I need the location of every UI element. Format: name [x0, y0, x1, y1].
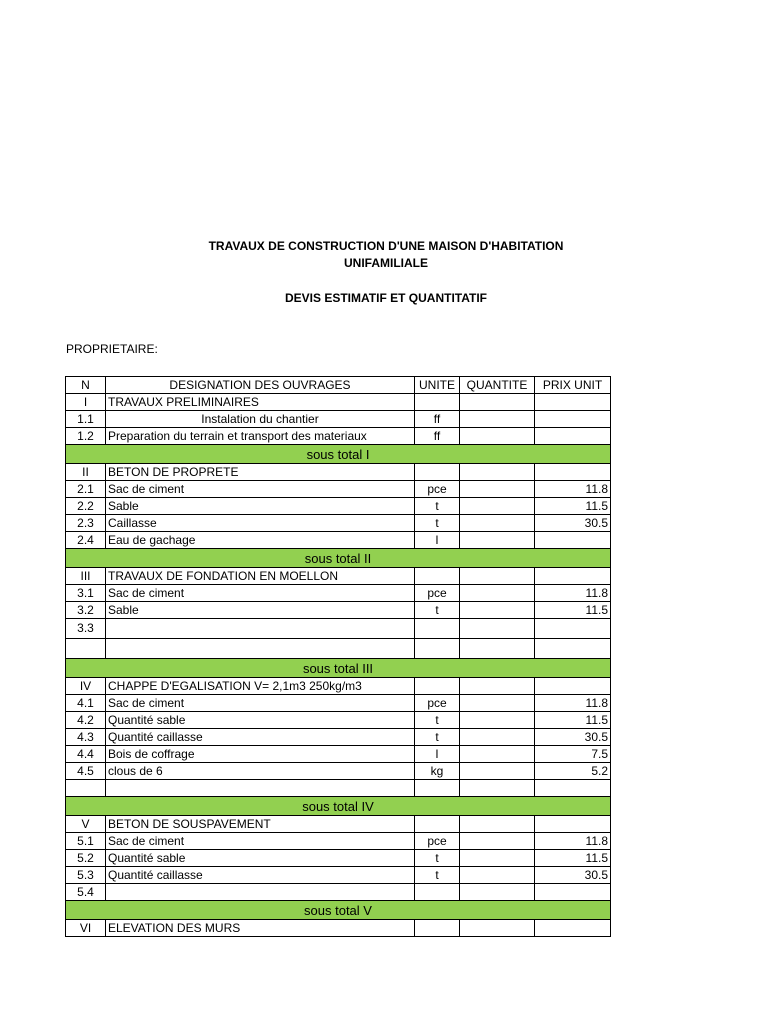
- cell-unite: pce: [415, 481, 460, 498]
- table-row: [66, 602, 611, 619]
- cell-prix-unit: 11.5: [535, 498, 611, 515]
- cell-n: 5.1: [66, 833, 106, 850]
- cell-prix-unit: 11.5: [535, 850, 611, 867]
- cell-unite: pce: [415, 585, 460, 602]
- cell-quantite: [460, 729, 535, 746]
- cell-n: 3.2: [66, 602, 106, 619]
- cell-designation: clous de 6: [106, 763, 415, 780]
- cell-unite: [415, 884, 460, 901]
- cell-designation: Quantité sable: [106, 850, 415, 867]
- cell-unite: [415, 678, 460, 695]
- table-row: [66, 695, 611, 712]
- cell-designation: Sable: [106, 602, 415, 619]
- cell-prix-unit: 7.5: [535, 746, 611, 763]
- cell-unite: [415, 920, 460, 937]
- table-row: [66, 515, 611, 532]
- cell-designation: Quantité sable: [106, 712, 415, 729]
- cell-n: III: [66, 568, 106, 585]
- cell-designation: Instalation du chantier: [106, 411, 415, 428]
- cell-n: [66, 639, 106, 659]
- cell-designation: [106, 639, 415, 659]
- cell-quantite: [460, 394, 535, 411]
- cell-unite: pce: [415, 833, 460, 850]
- subtotal-label: sous total IV: [66, 797, 611, 816]
- cell-designation: BETON DE PROPRETE: [106, 464, 415, 481]
- header-unite: UNITE: [415, 377, 460, 394]
- cell-n: 4.3: [66, 729, 106, 746]
- cell-n: 5.3: [66, 867, 106, 884]
- cell-n: 2.2: [66, 498, 106, 515]
- cell-unite: t: [415, 729, 460, 746]
- cell-quantite: [460, 515, 535, 532]
- cell-n: 4.5: [66, 763, 106, 780]
- cell-designation: TRAVAUX PRELIMINAIRES: [106, 394, 415, 411]
- cell-prix-unit: 11.8: [535, 481, 611, 498]
- cell-designation: Eau de gachage: [106, 532, 415, 549]
- cell-unite: [415, 780, 460, 797]
- cell-prix-unit: [535, 394, 611, 411]
- table-row: [66, 746, 611, 763]
- estimate-table-body: [66, 377, 611, 937]
- cell-unite: ff: [415, 411, 460, 428]
- table-row: [66, 884, 611, 901]
- subtotal-label: sous total II: [66, 549, 611, 568]
- table-row: [66, 763, 611, 780]
- cell-prix-unit: 11.8: [535, 585, 611, 602]
- cell-prix-unit: [535, 532, 611, 549]
- cell-prix-unit: 11.8: [535, 695, 611, 712]
- cell-n: 3.1: [66, 585, 106, 602]
- cell-n: VI: [66, 920, 106, 937]
- cell-unite: t: [415, 712, 460, 729]
- table-row: [66, 585, 611, 602]
- table-row: [66, 850, 611, 867]
- cell-n: 4.1: [66, 695, 106, 712]
- table-row: [66, 481, 611, 498]
- subtotal-label: sous total I: [66, 445, 611, 464]
- cell-unite: [415, 619, 460, 639]
- table-row: [66, 411, 611, 428]
- cell-prix-unit: [535, 920, 611, 937]
- cell-unite: t: [415, 498, 460, 515]
- cell-unite: [415, 394, 460, 411]
- table-row: [66, 464, 611, 481]
- cell-unite: kg: [415, 763, 460, 780]
- document-title: [150, 238, 622, 272]
- cell-prix-unit: [535, 619, 611, 639]
- owner-label: PROPRIETAIRE:: [66, 342, 158, 356]
- cell-n: V: [66, 816, 106, 833]
- header-prix-unit: PRIX UNIT: [535, 377, 611, 394]
- cell-designation: Quantité caillasse: [106, 867, 415, 884]
- cell-quantite: [460, 867, 535, 884]
- cell-prix-unit: [535, 568, 611, 585]
- cell-quantite: [460, 481, 535, 498]
- table-row: [66, 394, 611, 411]
- document-title-line2: UNIFAMILIALE: [344, 256, 428, 270]
- cell-designation: Caillasse: [106, 515, 415, 532]
- cell-prix-unit: 11.8: [535, 833, 611, 850]
- cell-designation: Preparation du terrain et transport des materiaux: [106, 428, 415, 445]
- table-row: [66, 568, 611, 585]
- cell-n: 5.2: [66, 850, 106, 867]
- cell-unite: [415, 816, 460, 833]
- cell-n: [66, 780, 106, 797]
- cell-unite: t: [415, 850, 460, 867]
- subtotal-row: [66, 445, 611, 464]
- table-row: [66, 532, 611, 549]
- cell-unite: l: [415, 532, 460, 549]
- cell-n: 4.2: [66, 712, 106, 729]
- cell-designation: Quantité caillasse: [106, 729, 415, 746]
- cell-prix-unit: 30.5: [535, 867, 611, 884]
- cell-unite: ff: [415, 428, 460, 445]
- cell-n: 2.3: [66, 515, 106, 532]
- table-row: [66, 833, 611, 850]
- cell-prix-unit: [535, 884, 611, 901]
- cell-n: 4.4: [66, 746, 106, 763]
- cell-designation: [106, 884, 415, 901]
- cell-prix-unit: [535, 639, 611, 659]
- cell-designation: [106, 619, 415, 639]
- table-row: [66, 867, 611, 884]
- cell-quantite: [460, 780, 535, 797]
- cell-unite: [415, 639, 460, 659]
- subtotal-row: [66, 659, 611, 678]
- subtotal-label: sous total III: [66, 659, 611, 678]
- table-row: [66, 619, 611, 639]
- cell-designation: Sac de ciment: [106, 585, 415, 602]
- document-title-line1: TRAVAUX DE CONSTRUCTION D'UNE MAISON D'HABITATION: [208, 239, 564, 253]
- cell-n: IV: [66, 678, 106, 695]
- cell-prix-unit: [535, 464, 611, 481]
- table-row: [66, 780, 611, 797]
- cell-n: 1.2: [66, 428, 106, 445]
- cell-quantite: [460, 920, 535, 937]
- cell-quantite: [460, 884, 535, 901]
- header-n: N: [66, 377, 106, 394]
- cell-designation: Bois de coffrage: [106, 746, 415, 763]
- cell-prix-unit: 30.5: [535, 729, 611, 746]
- cell-quantite: [460, 428, 535, 445]
- cell-unite: [415, 568, 460, 585]
- cell-quantite: [460, 411, 535, 428]
- cell-quantite: [460, 464, 535, 481]
- cell-designation: Sac de ciment: [106, 481, 415, 498]
- document-subtitle: DEVIS ESTIMATIF ET QUANTITATIF: [285, 291, 487, 305]
- cell-designation: ELEVATION DES MURS: [106, 920, 415, 937]
- cell-n: 2.4: [66, 532, 106, 549]
- cell-prix-unit: [535, 428, 611, 445]
- table-row: [66, 712, 611, 729]
- header-designation: DESIGNATION DES OUVRAGES: [106, 377, 415, 394]
- subtotal-label: sous total V: [66, 901, 611, 920]
- table-row: [66, 729, 611, 746]
- cell-quantite: [460, 568, 535, 585]
- table-row: [66, 428, 611, 445]
- cell-quantite: [460, 833, 535, 850]
- cell-n: I: [66, 394, 106, 411]
- cell-designation: Sable: [106, 498, 415, 515]
- subtotal-row: [66, 901, 611, 920]
- table-row: [66, 816, 611, 833]
- subtotal-row: [66, 549, 611, 568]
- cell-prix-unit: 5.2: [535, 763, 611, 780]
- cell-designation: TRAVAUX DE FONDATION EN MOELLON: [106, 568, 415, 585]
- table-row: [66, 678, 611, 695]
- cell-quantite: [460, 619, 535, 639]
- header-quantite: QUANTITE: [460, 377, 535, 394]
- cell-quantite: [460, 585, 535, 602]
- cell-designation: Sac de ciment: [106, 833, 415, 850]
- cell-prix-unit: [535, 780, 611, 797]
- cell-prix-unit: 11.5: [535, 602, 611, 619]
- cell-quantite: [460, 763, 535, 780]
- cell-quantite: [460, 746, 535, 763]
- cell-quantite: [460, 532, 535, 549]
- cell-n: 3.3: [66, 619, 106, 639]
- cell-n: 2.1: [66, 481, 106, 498]
- cell-n: 5.4: [66, 884, 106, 901]
- cell-prix-unit: [535, 411, 611, 428]
- cell-unite: t: [415, 867, 460, 884]
- table-row: [66, 639, 611, 659]
- cell-n: 1.1: [66, 411, 106, 428]
- cell-quantite: [460, 602, 535, 619]
- cell-unite: t: [415, 515, 460, 532]
- table-row: [66, 498, 611, 515]
- cell-unite: [415, 464, 460, 481]
- cell-designation: Sac de ciment: [106, 695, 415, 712]
- cell-quantite: [460, 712, 535, 729]
- cell-quantite: [460, 639, 535, 659]
- estimate-table: [65, 376, 611, 937]
- cell-prix-unit: 30.5: [535, 515, 611, 532]
- cell-unite: l: [415, 746, 460, 763]
- cell-quantite: [460, 816, 535, 833]
- cell-designation: BETON DE SOUSPAVEMENT: [106, 816, 415, 833]
- cell-n: II: [66, 464, 106, 481]
- table-row: [66, 920, 611, 937]
- cell-designation: CHAPPE D'EGALISATION V= 2,1m3 250kg/m3: [106, 678, 415, 695]
- cell-prix-unit: [535, 678, 611, 695]
- cell-quantite: [460, 850, 535, 867]
- cell-prix-unit: [535, 816, 611, 833]
- cell-unite: pce: [415, 695, 460, 712]
- cell-prix-unit: 11.5: [535, 712, 611, 729]
- cell-quantite: [460, 498, 535, 515]
- table-header-row: [66, 377, 611, 394]
- cell-designation: [106, 780, 415, 797]
- subtotal-row: [66, 797, 611, 816]
- cell-unite: t: [415, 602, 460, 619]
- cell-quantite: [460, 695, 535, 712]
- cell-quantite: [460, 678, 535, 695]
